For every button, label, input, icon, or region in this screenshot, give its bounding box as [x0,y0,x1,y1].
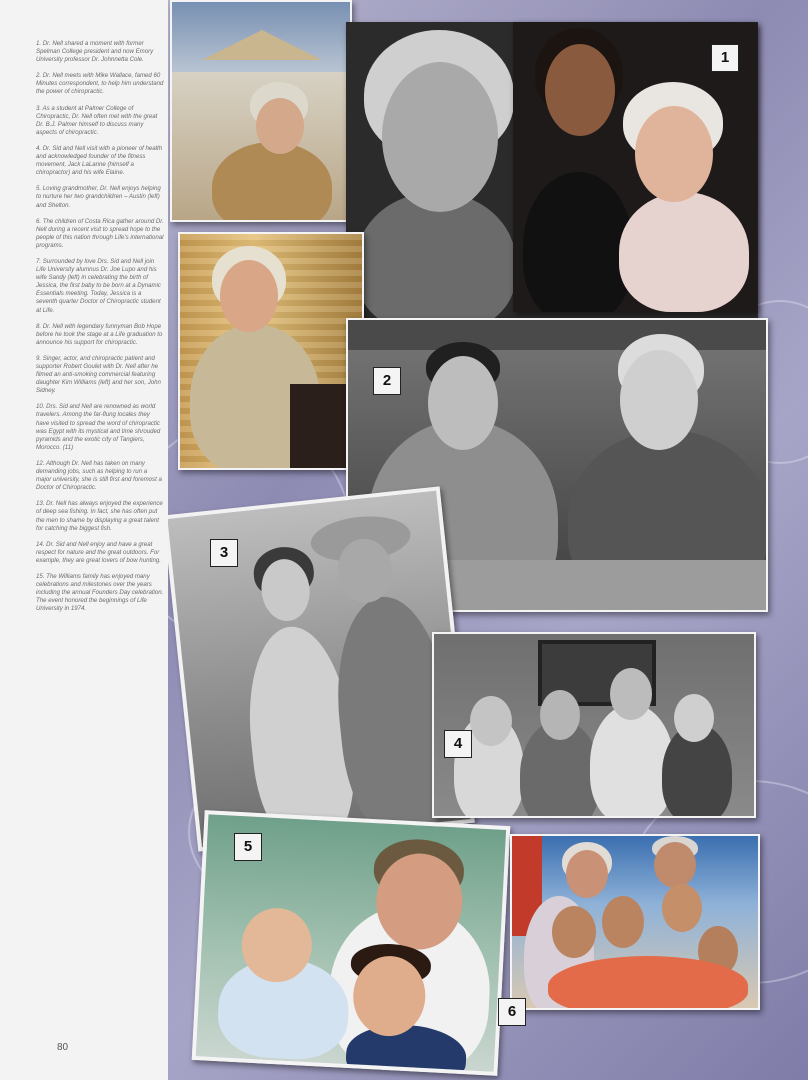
page-number: 80 [57,1042,69,1053]
caption-2: 2. Dr. Nell meets with Mike Wallace, famed 60 Minutes correspondent, to help him understand the power of chiropractic. [36,72,164,96]
photo-collage [168,0,808,1080]
caption-9: 9. Singer, actor, and chiropractic patient and supporter Robert Goulet with Dr. Nell after he filmed an anti-smoking commercial featuring daughter Kim Williams (left) and her son, John Sidney. [36,354,161,395]
caption-1: 1. Dr. Nell shared a moment with former Spelman College president and now Emory University professor Dr. Johnnetta Cole. [36,40,154,64]
caption-7: 7. Surrounded by love Drs. Sid and Nell join Life University alumnus Dr. Joe Lupo and his wife Sandy (left) in celebrating the birth of Jessica, the first baby to be born at a Dynamic Essentials meeting. Today, Jessica is a seventh quarter Doctor of Chiropractic student at Life. [36,257,161,314]
caption-14: 14. Dr. Sid and Nell enjoy and have a great respect for nature and the great outdoors. For example, they are great lovers of bow hunting. [36,540,161,564]
photo-label-6: 6 [498,998,526,1026]
photo-label-3: 3 [210,539,238,567]
photo-label-5: 5 [234,833,262,861]
caption-10: 10. Drs. Sid and Nell are renowned as world travelers. Among the far-flung locales they have visited to spread the word of chiropractic was Egypt with its mystical and time shrouded pyramids and the exotic city of Tangiers, Morocco. (11) [36,403,161,451]
caption-8: 8. Dr. Nell with legendary funnyman Bob Hope before he took the stage at a Life graduation to announce his support for chiropractic. [36,322,163,346]
caption-3: 3. As a student at Palmer College of Chiropractic, Dr. Nell often met with the great Dr. B.J. Palmer himself to discuss many aspects of chiropractic. [36,104,158,136]
caption-13: 13. Dr. Nell has always enjoyed the experience of deep sea fishing. In fact, she has often put the men to shame by displaying a great talent for catching the biggest fish. [36,500,163,532]
caption-5: 5. Loving grandmother, Dr. Nell enjoys helping to nurture her two grandchildren – Austin (left) and Shelton. [36,185,161,209]
caption-6: 6. The children of Costa Rica gather around Dr. Nell during a recent visit to spread hope to the people of this nation through Life's international programs. [36,217,164,249]
caption-column [0,0,168,1080]
caption-4: 4. Dr. Sid and Nell visit with a pioneer of health and acknowledged founder of the fitness movement, Jack LaLanne (himself a chiropractor) and his wife Elaine. [36,144,163,177]
photo-4-group [432,632,756,818]
photo-woman-thinking [170,0,352,222]
caption-12: 12. Although Dr. Nell has taken on many demanding jobs, such as helping to run a major university, she is still first and foremost a Doctor of Chiropractic. [36,459,162,492]
photo-label-4: 4 [444,730,472,758]
photo-label-2: 2 [373,367,401,395]
caption-15: 15. The Williams family has enjoyed many celebrations and milestones over the years including the annual Founders Day celebration. The event honored the beginnings of Life University in 1974. [36,572,164,613]
caption-list [36,40,164,621]
photo-woman-at-podium [178,232,364,470]
photo-label-1: 1 [711,44,739,72]
photo-6-costa-rica-children [510,834,760,1010]
